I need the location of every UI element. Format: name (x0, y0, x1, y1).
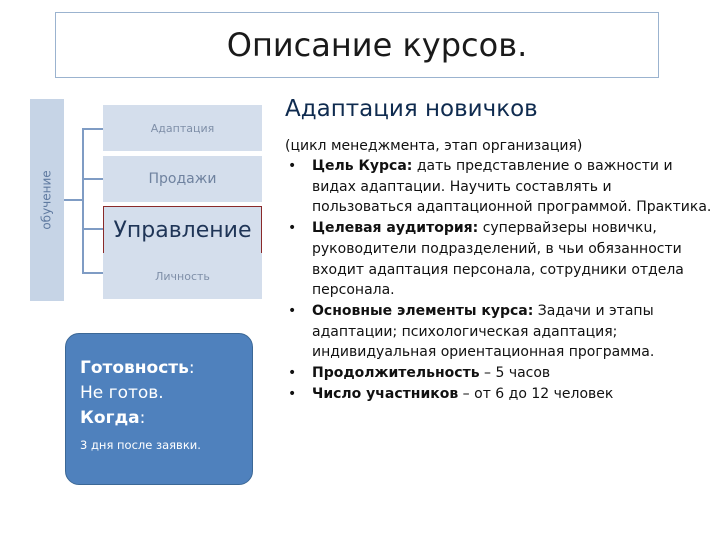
tree-connector-stem (64, 199, 83, 201)
readiness-line (80, 356, 240, 381)
tree-connector-adaptation (82, 128, 104, 130)
course-node-label: Личность (155, 269, 210, 283)
detail-text: дать представление о важности и видах адаптации. Научить составлять и пользоваться адаптационной программой. Практика. (312, 158, 712, 216)
when-value: 3 дня после заявки. (80, 438, 201, 452)
bullet-icon: • (288, 302, 297, 319)
slide-title: Описание курсов. (226, 26, 528, 64)
readiness-separator: : (188, 358, 195, 378)
course-detail-elements (285, 301, 713, 363)
course-node-label: Продажи (148, 171, 217, 187)
detail-label: Число участников (312, 385, 459, 402)
detail-label: Цель Курса: (312, 158, 413, 174)
detail-label: Целевая аудитория: (312, 220, 479, 237)
course-node-label: Управление (113, 217, 252, 243)
when-separator: : (139, 408, 146, 428)
training-category-label (30, 99, 64, 301)
course-status-card (65, 333, 253, 485)
bullet-icon: • (288, 220, 297, 237)
detail-text: – от 6 до 12 человек (458, 385, 614, 402)
course-description (285, 96, 713, 404)
training-category-text: обучение (40, 170, 54, 230)
tree-connector-management (82, 228, 104, 230)
detail-label: Продолжительность (312, 365, 480, 382)
course-node-adaptation[interactable] (103, 105, 262, 151)
course-subheading: (цикл менеджмента, этап организация) (285, 138, 583, 154)
readiness-value: Не готов. (80, 383, 164, 403)
when-line (80, 406, 240, 431)
course-detail-audience (285, 218, 713, 301)
tree-connector-sales (82, 178, 104, 180)
detail-text: супервайзеры новичкu, руководители подразделений, в чьи обязанности входит адаптация персонала, сотрудники отдела персонала. (312, 220, 684, 299)
detail-text: Задачи и этапы адаптации; психологическая адаптация; индивидуальная ориентационная программа. (312, 302, 655, 361)
slide-title-box (55, 12, 659, 78)
course-node-sales[interactable] (103, 156, 262, 202)
readiness-label: Готовность (80, 358, 189, 378)
detail-text: – 5 часов (479, 365, 551, 382)
course-details-list (285, 156, 713, 404)
course-detail-participants (285, 384, 713, 405)
course-detail-goal (285, 156, 713, 218)
course-detail-duration (285, 363, 713, 384)
bullet-icon: • (288, 365, 297, 382)
detail-label: Основные элементы курса: (312, 302, 534, 319)
course-node-label: Адаптация (150, 121, 215, 135)
bullet-icon: • (288, 385, 297, 402)
when-label: Когда (80, 408, 140, 428)
course-heading: Адаптация новичков (285, 96, 538, 122)
bullet-icon: • (288, 158, 297, 174)
course-node-management[interactable] (103, 206, 262, 254)
course-node-personality[interactable] (103, 253, 262, 299)
tree-connector-personality (82, 272, 104, 274)
